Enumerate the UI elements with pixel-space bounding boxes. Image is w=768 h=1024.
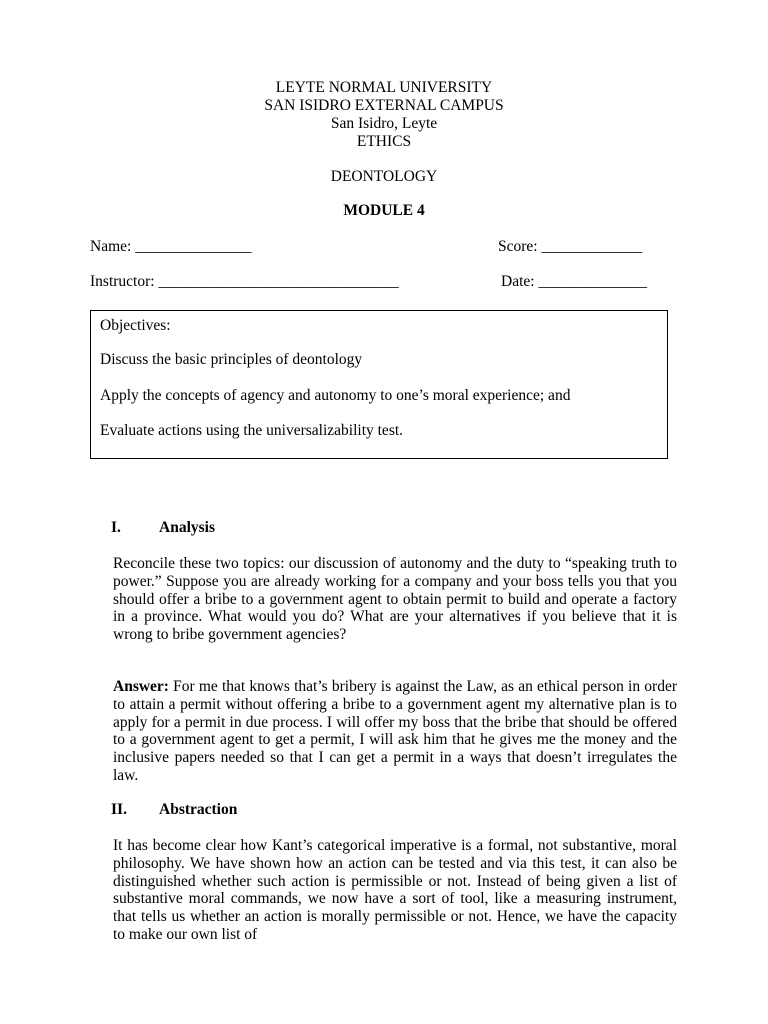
section-heading-abstraction <box>111 801 411 819</box>
name-field: Name: _______________ <box>90 238 252 255</box>
subject-name: ETHICS <box>356 133 412 150</box>
campus-location: San Isidro, Leyte <box>330 115 438 132</box>
answer-text: For me that knows that’s bribery is against the Law, as an ethical person in order to attain a permit without offering a bribe to a government agent my alternative plan is to apply for a permit in due process. I will offer my boss that the bribe that should be offered to a government agent to get a permit, I will ask him that he gives me the money and the inclusive papers needed so that I can get a permit in a ways that doesn’t irregulates the law. <box>113 678 678 784</box>
objective-item: Discuss the basic principles of deontology <box>100 351 363 368</box>
module-title: MODULE 4 <box>343 202 425 219</box>
score-field: Score: _____________ <box>498 238 643 255</box>
section-title: Analysis <box>159 519 215 536</box>
university-name: LEYTE NORMAL UNIVERSITY <box>275 79 493 96</box>
date-field: Date: ______________ <box>501 273 647 290</box>
instructor-field: Instructor: _______________________________ <box>90 273 399 290</box>
analysis-question: Reconcile these two topics: our discussion of autonomy and the duty to “speaking truth to power.” Suppose you are already working for a company and your boss tells you that you should offer a bribe to a government agent to obtain permit to build and operate a factory in a province. What would you do? What are your alternatives if you believe that it is wrong to bribe government agencies? <box>113 555 677 644</box>
campus-name: SAN ISIDRO EXTERNAL CAMPUS <box>264 97 504 114</box>
objectives-heading: Objectives: <box>100 317 171 334</box>
analysis-answer <box>113 678 677 785</box>
topic-title: DEONTOLOGY <box>330 168 438 185</box>
section-number: II. <box>111 801 127 818</box>
answer-label: Answer: <box>113 678 169 695</box>
section-number: I. <box>111 519 121 536</box>
objective-item: Apply the concepts of agency and autonomy to one’s moral experience; and <box>100 387 571 404</box>
objectives-box <box>90 310 668 459</box>
abstraction-text: It has become clear how Kant’s categorical imperative is a formal, not substantive, moral philosophy. We have shown how an action can be tested and via this test, it can also be distinguished whether such action is permissible or not. Instead of being given a list of substantive moral commands, we now have a sort of tool, like a measuring instrument, that tells us whether an action is morally permissible or not. Hence, we have the capacity to make our own list of <box>113 837 677 943</box>
objective-item: Evaluate actions using the universalizability test. <box>100 422 404 439</box>
section-heading-analysis <box>111 519 411 537</box>
section-title: Abstraction <box>159 801 238 818</box>
